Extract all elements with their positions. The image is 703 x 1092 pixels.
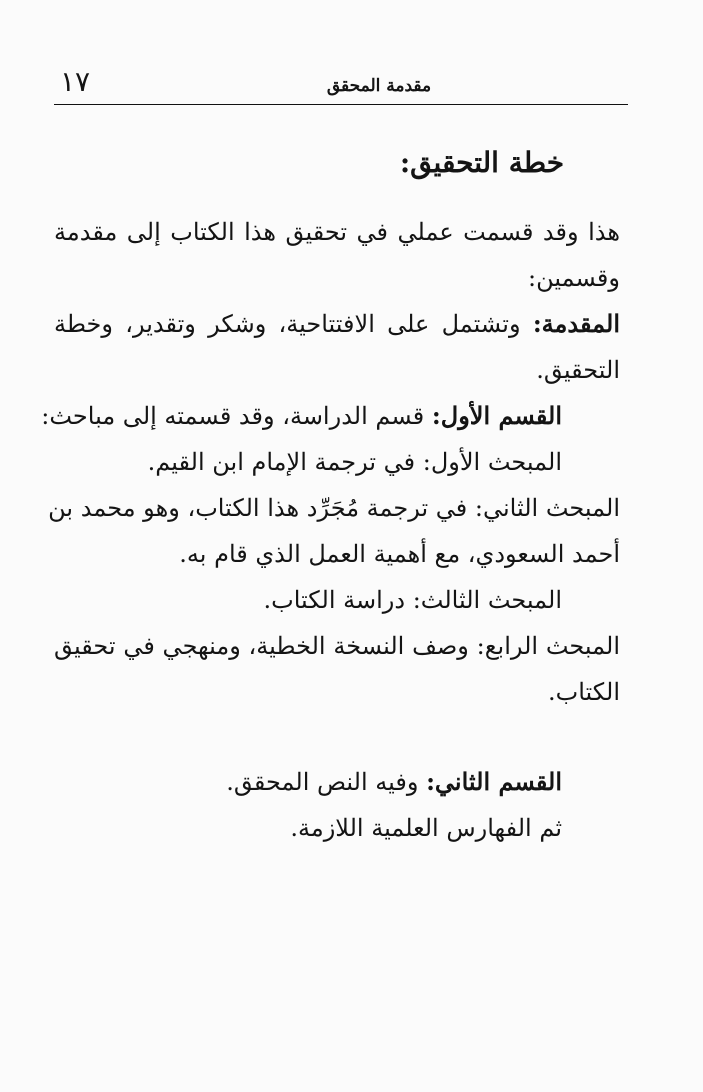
running-title: مقدمة المحقق — [326, 76, 432, 96]
indexes-line: ثم الفهارس العلمية اللازمة. — [290, 814, 562, 842]
page-header — [54, 64, 628, 108]
chapter-4-line-1: المبحث الرابع: وصف النسخة الخطية، ومنهجي في تحقيق — [54, 632, 620, 660]
part-one-text: قسم الدراسة، وقد قسمته إلى مباحث: — [41, 402, 432, 430]
intro-line-1: هذا وقد قسمت عملي في تحقيق هذا الكتاب إلى مقدمة — [54, 218, 620, 246]
chapter-3: المبحث الثالث: دراسة الكتاب. — [263, 586, 562, 614]
introduction-label: المقدمة: — [532, 309, 620, 338]
intro-line-2: وقسمين: — [528, 264, 620, 292]
part-one-line — [41, 398, 562, 434]
introduction-line-1 — [54, 306, 620, 342]
section-heading: خطة التحقيق: — [399, 146, 564, 179]
introduction-text: وتشتمل على الافتتاحية، وشكر وتقدير، وخطة — [54, 310, 533, 338]
part-two-text: وفيه النص المحقق. — [226, 768, 427, 796]
part-two-label: القسم الثاني: — [426, 767, 562, 796]
chapter-4-line-2: الكتاب. — [547, 678, 620, 706]
page-number: ١٧ — [60, 65, 91, 98]
part-two-line — [54, 764, 562, 800]
header-rule — [54, 104, 628, 105]
introduction-line-2: التحقيق. — [536, 356, 620, 384]
chapter-2-line-1: المبحث الثاني: في ترجمة مُجَرِّد هذا الكتاب، وهو محمد بن — [48, 494, 620, 522]
chapter-1: المبحث الأول: في ترجمة الإمام ابن القيم. — [147, 448, 562, 476]
chapter-2-line-2: أحمد السعودي، مع أهمية العمل الذي قام به. — [179, 540, 620, 568]
part-one-label: القسم الأول: — [431, 401, 562, 430]
